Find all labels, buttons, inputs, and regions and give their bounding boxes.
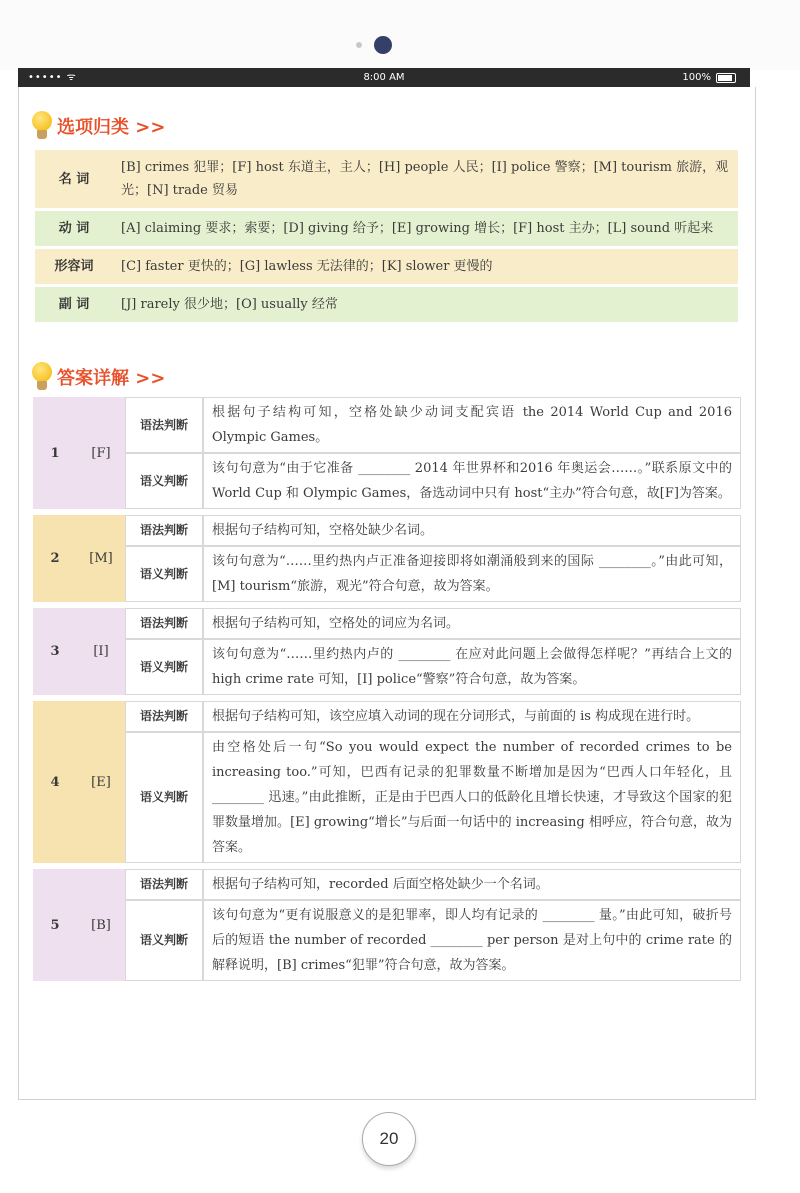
grammar-label: 语法判断 — [125, 608, 203, 639]
semantic-analysis: 该句句意为“……里约热内卢的 ________ 在应对此问题上会做得怎样呢？”再结合上文的 high crime rate 可知，[I] police“警察”符合句意，故为答案。 — [203, 639, 741, 695]
grammar-analysis: 根据句子结构可知，空格处缺少名词。 — [203, 515, 741, 546]
semantic-label: 语义判断 — [125, 732, 203, 863]
answer-row — [33, 397, 741, 453]
option-list: [J] rarely 很少地；[O] usually 经常 — [113, 287, 738, 322]
semantic-label: 语义判断 — [125, 900, 203, 981]
word-type-label: 名 词 — [35, 150, 113, 208]
signal-indicator: ••••• ᯤ — [28, 72, 77, 83]
answer-row — [33, 869, 741, 900]
classification-row — [35, 211, 738, 246]
classification-row — [35, 150, 738, 208]
word-type-label: 动 词 — [35, 211, 113, 246]
question-number: 1 — [33, 397, 77, 509]
status-bar — [18, 68, 750, 87]
option-list: [C] faster 更快的；[G] lawless 无法律的；[K] slower 更慢的 — [113, 249, 738, 284]
answer-key: [E] — [77, 701, 125, 863]
grammar-label: 语法判断 — [125, 869, 203, 900]
page-content — [18, 87, 756, 1100]
status-time: 8:00 AM — [363, 72, 405, 83]
answer-row — [33, 515, 741, 546]
semantic-analysis: 该句句意为“更有说服意义的是犯罪率，即人均有记录的 ________ 量。”由此可知，破折号后的短语 the number of recorded ________ per person 是对上句中的 crime rate 的解释说明，[B] crimes“犯罪”符合句意，故为答案。 — [203, 900, 741, 981]
answer-key: [I] — [77, 608, 125, 695]
grammar-label: 语法判断 — [125, 515, 203, 546]
sensor-dot — [356, 42, 362, 48]
option-list: [A] claiming 要求；索要；[D] giving 给予；[E] growing 增长；[F] host 主办；[L] sound 听起来 — [113, 211, 738, 246]
answer-row — [33, 546, 741, 602]
semantic-analysis: 该句句意为“由于它准备 ________ 2014 年世界杯和2016 年奥运会……。”联系原文中的 World Cup 和 Olympic Games，备选动词中只有 host“主办”符合句意，故[F]为答案。 — [203, 453, 741, 509]
semantic-analysis: 该句句意为“……里约热内卢正准备迎接即将如潮涌般到来的国际 ________。”由此可知，[M] tourism“旅游，观光”符合句意，故为答案。 — [203, 546, 741, 602]
section-header-options — [31, 111, 165, 141]
semantic-label: 语义判断 — [125, 639, 203, 695]
battery-percent: 100% — [682, 72, 711, 83]
answer-key: [B] — [77, 869, 125, 981]
classification-table — [35, 147, 738, 325]
grammar-analysis: 根据句子结构可知，空格处缺少动词支配宾语 the 2014 World Cup and 2016 Olympic Games。 — [203, 397, 741, 453]
question-number: 2 — [33, 515, 77, 602]
semantic-label: 语义判断 — [125, 453, 203, 509]
question-number: 3 — [33, 608, 77, 695]
section-title: 答案详解 >> — [57, 368, 166, 389]
classification-row — [35, 249, 738, 284]
grammar-analysis: 根据句子结构可知，recorded 后面空格处缺少一个名词。 — [203, 869, 741, 900]
section-header-answers — [31, 362, 165, 392]
question-number: 5 — [33, 869, 77, 981]
lightbulb-icon — [31, 111, 53, 141]
answer-row — [33, 453, 741, 509]
battery-icon — [716, 73, 736, 83]
battery-status — [682, 68, 736, 87]
camera-icon — [374, 36, 392, 54]
answer-row — [33, 732, 741, 863]
word-type-label: 副 词 — [35, 287, 113, 322]
grammar-analysis: 根据句子结构可知，空格处的词应为名词。 — [203, 608, 741, 639]
section-title: 选项归类 >> — [57, 117, 166, 138]
answer-key: [F] — [77, 397, 125, 509]
answer-row — [33, 900, 741, 981]
page-number: 20 — [362, 1112, 416, 1166]
semantic-label: 语义判断 — [125, 546, 203, 602]
grammar-analysis: 根据句子结构可知，该空应填入动词的现在分词形式，与前面的 is 构成现在进行时。 — [203, 701, 741, 732]
classification-row — [35, 287, 738, 322]
word-type-label: 形容词 — [35, 249, 113, 284]
grammar-label: 语法判断 — [125, 701, 203, 732]
semantic-analysis: 由空格处后一句“So you would expect the number of recorded crimes to be increasing too.”可知，巴西有记录的犯罪数量不断增加是因为“巴西人口年轻化，且 ________ 迅速。”由此推断，正是由于巴西人口的低龄化且增长快速，才导致这个国家的犯罪数量增加。[E] growing“增长”与后面一句话中的 increasing 相呼应，符合句意，故为答案。 — [203, 732, 741, 863]
answer-key: [M] — [77, 515, 125, 602]
answer-table — [33, 397, 741, 981]
device-bezel — [0, 0, 800, 70]
grammar-label: 语法判断 — [125, 397, 203, 453]
question-number: 4 — [33, 701, 77, 863]
answer-row — [33, 639, 741, 695]
answer-row — [33, 701, 741, 732]
lightbulb-icon — [31, 362, 53, 392]
answer-row — [33, 608, 741, 639]
option-list: [B] crimes 犯罪；[F] host 东道主，主人；[H] people 人民；[I] police 警察；[M] tourism 旅游，观光；[N] trade 贸易 — [113, 150, 738, 208]
